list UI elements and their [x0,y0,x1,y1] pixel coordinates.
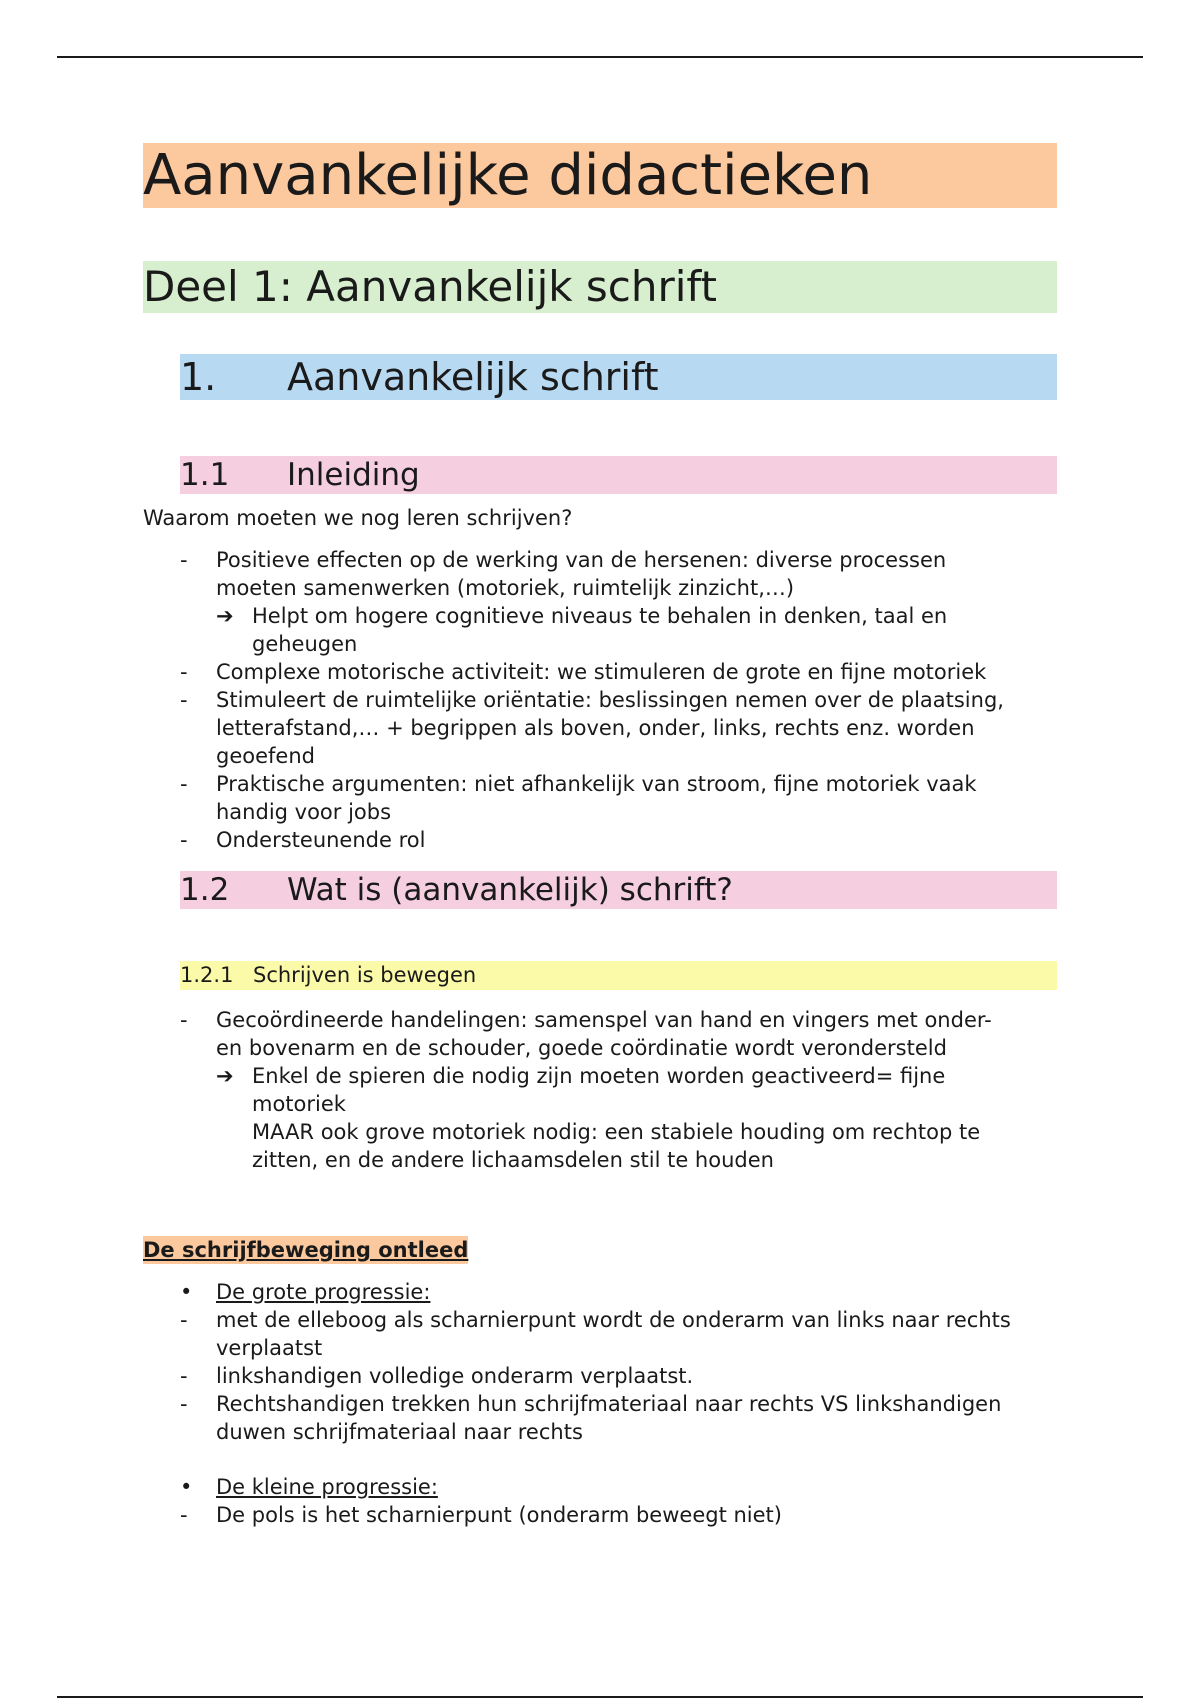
arrow-item-text: zitten, en de andere lichaamsdelen stil te houden [252,1148,774,1172]
list-item [180,546,1080,602]
list-item-text: Stimuleert de ruimtelijke oriëntatie: beslissingen nemen over de plaatsing, [216,688,1004,712]
chapter-title: Aanvankelijk schrift [287,355,659,399]
section-heading-1-2 [180,871,1057,909]
list-item-text: linkshandigen volledige onderarm verplaatst. [216,1364,694,1388]
subsection-number: 1.2.1 [180,963,234,987]
section-number: 1.2 [180,872,230,908]
list-item-text: handig voor jobs [216,800,392,824]
top-rule [57,56,1143,58]
dash-marker: - [180,828,188,852]
arrow-icon: ➔ [216,1064,234,1088]
list-item [180,1006,1080,1062]
arrow-item-text: Helpt om hogere cognitieve niveaus te behalen in denken, taal en [252,604,948,628]
small-progression-list [180,1473,1080,1529]
list-item [180,1278,1080,1306]
list-item-text: Complexe motorische activiteit: we stimuleren de grote en fijne motoriek [216,660,987,684]
subsection-title: Schrijven is bewegen [253,963,477,987]
list-item-text: geoefend [216,744,315,768]
list-item-label: De kleine progressie: [216,1475,438,1499]
section-heading-1-1 [180,456,1057,494]
section-title: Inleiding [287,457,420,493]
list-item-text: Ondersteunende rol [216,828,426,852]
list-item-text: Positieve effecten op de werking van de hersenen: diverse processen [216,548,947,572]
arrow-item [180,602,1080,658]
arrow-item-text: motoriek [252,1092,346,1116]
dash-marker: - [180,772,188,796]
dash-marker: - [180,1364,188,1388]
list-item-text: verplaatst [216,1336,323,1360]
list-item [180,826,1080,854]
document-title: Aanvankelijke didactieken [143,143,1057,208]
arrow-item [180,1062,1080,1174]
dot-marker: • [180,1475,193,1499]
list-item-label: De grote progressie: [216,1280,431,1304]
arrow-item-text: MAAR ook grove motoriek nodig: een stabiele houding om rechtop te [252,1120,981,1144]
list-item [180,1362,1080,1390]
dash-marker: - [180,660,188,684]
analysis-heading: De schrijfbeweging ontleed [143,1238,469,1262]
dash-marker: - [180,1503,188,1527]
list-item-text: Praktische argumenten: niet afhankelijk van stroom, fijne motoriek vaak [216,772,977,796]
arrow-item-text: geheugen [252,632,358,656]
subsection-heading-1-2-1 [180,961,1057,990]
movement-list [180,1006,1080,1174]
list-item-text: moeten samenwerken (motoriek, ruimtelijk zinzicht,…) [216,576,795,600]
chapter-heading [180,354,1057,400]
list-item-text: en bovenarm en de schouder, goede coördinatie wordt verondersteld [216,1036,947,1060]
dash-marker: - [180,1392,188,1416]
arrow-icon: ➔ [216,604,234,628]
part-heading: Deel 1: Aanvankelijk schrift [143,261,1057,313]
intro-question: Waarom moeten we nog leren schrijven? [143,506,573,530]
list-item-text: Rechtshandigen trekken hun schrijfmateriaal naar rechts VS linkshandigen [216,1392,1002,1416]
chapter-number: 1. [180,355,217,399]
dash-marker: - [180,1008,188,1032]
list-item [180,1306,1080,1362]
dot-marker: • [180,1280,193,1304]
list-item [180,686,1080,770]
arrow-item-text: Enkel de spieren die nodig zijn moeten worden geactiveerd= fijne [252,1064,946,1088]
list-item [180,658,1080,686]
list-item-text: letterafstand,… + begrippen als boven, onder, links, rechts enz. worden [216,716,975,740]
list-item [180,1390,1080,1446]
list-item-text: duwen schrijfmateriaal naar rechts [216,1420,583,1444]
dash-marker: - [180,688,188,712]
dash-marker: - [180,548,188,572]
list-item [180,1473,1080,1501]
list-item [180,770,1080,826]
section-number: 1.1 [180,457,230,493]
section-title: Wat is (aanvankelijk) schrift? [287,872,733,908]
list-item-text: Gecoördineerde handelingen: samenspel van hand en vingers met onder- [216,1008,992,1032]
big-progression-list [180,1278,1080,1446]
intro-list [180,546,1080,854]
list-item [180,1501,1080,1529]
list-item-text: met de elleboog als scharnierpunt wordt de onderarm van links naar rechts [216,1308,1011,1332]
bottom-rule [57,1696,1143,1698]
list-item-text: De pols is het scharnierpunt (onderarm beweegt niet) [216,1503,782,1527]
dash-marker: - [180,1308,188,1332]
